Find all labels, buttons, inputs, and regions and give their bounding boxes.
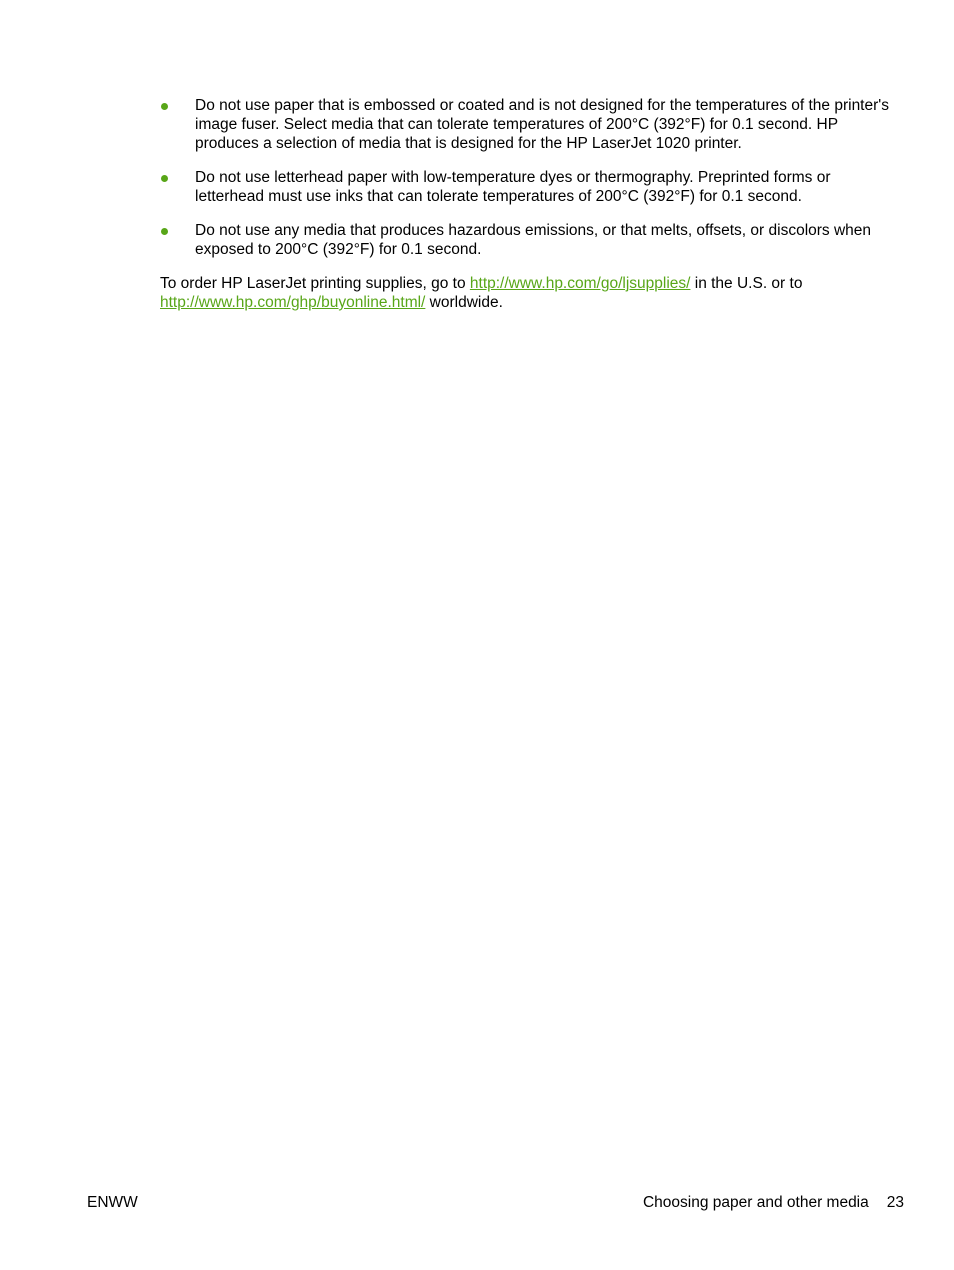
bullet-dot-icon xyxy=(161,228,168,235)
list-item xyxy=(160,96,890,153)
list-item-text: Do not use letterhead paper with low-temperature dyes or thermography. Preprinted forms or letterhead must use inks that can tolerate temperatures of 200°C (392°F) for 0.1 second. xyxy=(195,169,831,205)
page-footer xyxy=(87,1193,904,1213)
order-supplies-paragraph xyxy=(160,274,890,312)
list-item-text: Do not use any media that produces hazardous emissions, or that melts, offsets, or discolors when exposed to 200°C (392°F) for 0.1 second. xyxy=(195,222,872,258)
footer-locale-code: ENWW xyxy=(87,1194,138,1211)
bullet-dot-icon xyxy=(161,175,168,182)
ljsupplies-link[interactable]: http://www.hp.com/go/ljsupplies/ xyxy=(469,275,691,292)
order-suffix-text: worldwide. xyxy=(425,294,503,311)
list-item xyxy=(160,168,890,206)
bullet-list xyxy=(160,96,890,259)
list-item-text: Do not use paper that is embossed or coated and is not designed for the temperatures of the printer's image fuser. Select media that can tolerate temperatures of 200°C (392°F) for 0.1 second. HP produces a selection of media that is designed for the HP LaserJet 1020 printer. xyxy=(195,97,889,152)
bullet-dot-icon xyxy=(161,103,168,110)
page-number: 23 xyxy=(886,1194,904,1211)
footer-right xyxy=(643,1193,904,1212)
order-middle-text: in the U.S. or to xyxy=(690,275,803,292)
list-item xyxy=(160,221,890,259)
buyonline-link[interactable]: http://www.hp.com/ghp/buyonline.html/ xyxy=(160,294,426,311)
order-prefix-text: To order HP LaserJet printing supplies, go to xyxy=(160,275,470,292)
page-content xyxy=(160,96,890,312)
footer-section-title: Choosing paper and other media xyxy=(642,1194,869,1211)
